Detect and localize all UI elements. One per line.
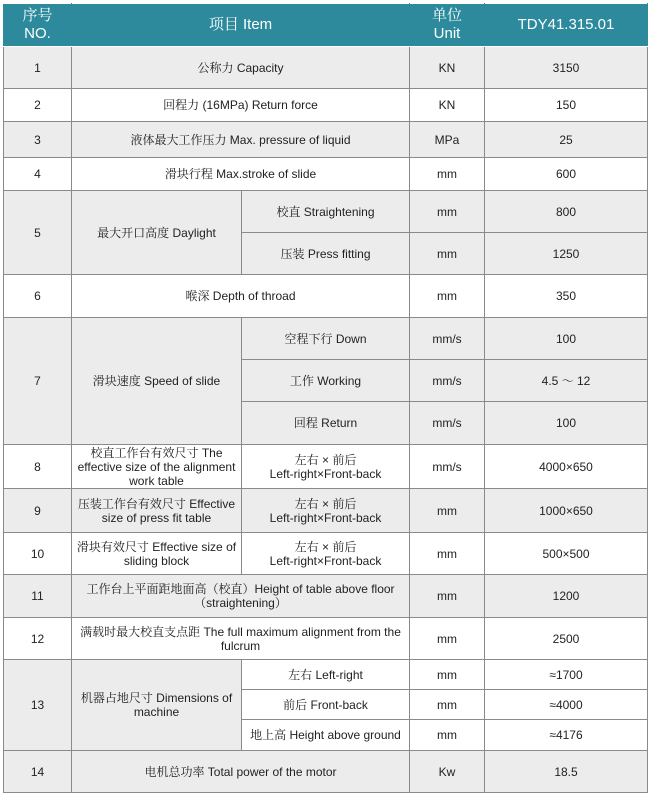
row-value: ≈4000 [485,690,648,720]
row-item: 机器占地尺寸 Dimensions of machine [72,660,242,751]
table-row [4,618,648,660]
row-unit: mm [410,618,485,660]
row-no: 9 [4,489,72,533]
header-unit-zh: 单位 [431,7,462,24]
header-no [4,4,72,47]
row-item: 喉深 Depth of throad [72,275,410,318]
row-value: 4.5 ～ 12 [485,360,648,402]
row-unit: mm/s [410,445,485,489]
header-no-zh: 序号 [22,7,53,24]
table-row [4,122,648,158]
row-dimension [242,489,410,533]
row-subitem: 前后 Front-back [242,690,410,720]
row-subitem: 校直 Straightening [242,191,410,233]
row-no: 12 [4,618,72,660]
row-subitem: 空程下行 Down [242,318,410,360]
row-item: 电机总功率 Total power of the motor [72,751,410,793]
row-no: 3 [4,122,72,158]
row-no: 11 [4,575,72,618]
dimension-en: Left-right×Front-back [269,510,382,525]
row-unit: mm [410,660,485,690]
row-no: 1 [4,47,72,89]
row-unit: mm [410,233,485,275]
row-subitem: 回程 Return [242,402,410,445]
row-unit: MPa [410,122,485,158]
header-unit [410,4,485,47]
row-value: ≈4176 [485,720,648,751]
row-no: 5 [4,191,72,275]
header-item: 项目 Item [72,4,410,47]
row-subitem: 压装 Press fitting [242,233,410,275]
dimension-en: Left-right×Front-back [269,553,382,568]
row-no: 6 [4,275,72,318]
header-unit-en: Unit [433,25,461,42]
table-row [4,47,648,89]
table-row [4,575,648,618]
dimension-zh: 左右 × 前后 [294,539,357,554]
row-no: 8 [4,445,72,489]
table-row [4,318,648,360]
row-value: 150 [485,89,648,122]
table-row [4,445,648,489]
row-no: 13 [4,660,72,751]
row-value: 1000×650 [485,489,648,533]
table-row [4,275,648,318]
row-value: 2500 [485,618,648,660]
dimension-zh: 左右 × 前后 [294,496,357,511]
table-row [4,489,648,533]
row-subitem: 左右 Left-right [242,660,410,690]
row-dimension [242,533,410,575]
row-unit: mm [410,533,485,575]
row-dimension [242,445,410,489]
spec-table [3,3,648,793]
row-subitem: 工作 Working [242,360,410,402]
row-item: 压装工作台有效尺寸 Effective size of press fit table [72,489,242,533]
row-unit: mm [410,690,485,720]
row-item: 液体最大工作压力 Max. pressure of liquid [72,122,410,158]
row-unit: Kw [410,751,485,793]
row-unit: mm [410,158,485,191]
row-value: 3150 [485,47,648,89]
row-no: 2 [4,89,72,122]
header-model: TDY41.315.01 [485,4,648,47]
row-no: 7 [4,318,72,445]
row-value: 500×500 [485,533,648,575]
table-row [4,158,648,191]
row-unit: KN [410,47,485,89]
row-no: 14 [4,751,72,793]
dimension-en: Left-right×Front-back [269,466,382,481]
row-value: 100 [485,318,648,360]
table-row [4,660,648,690]
row-value: 25 [485,122,648,158]
header-no-en: NO. [24,25,51,42]
row-item: 公称力 Capacity [72,47,410,89]
dimension-zh: 左右 × 前后 [294,452,357,467]
row-item: 滑块速度 Speed of slide [72,318,242,445]
row-unit: mm [410,489,485,533]
row-unit: mm/s [410,360,485,402]
row-unit: mm/s [410,402,485,445]
row-subitem: 地上高 Height above ground [242,720,410,751]
row-unit: mm [410,275,485,318]
table-row [4,751,648,793]
row-value: 600 [485,158,648,191]
header-row [4,4,648,47]
row-value: 100 [485,402,648,445]
row-item: 满载时最大校直支点距 The full maximum alignment from the fulcrum [72,618,410,660]
table-row [4,191,648,233]
row-item: 校直工作台有效尺寸 The effective size of the alignment work table [72,445,242,489]
row-no: 10 [4,533,72,575]
row-item: 滑块有效尺寸 Effective size of sliding block [72,533,242,575]
row-unit: mm [410,191,485,233]
row-value: 1250 [485,233,648,275]
row-unit: mm [410,720,485,751]
row-item: 最大开口高度 Daylight [72,191,242,275]
row-no: 4 [4,158,72,191]
row-value: ≈1700 [485,660,648,690]
row-unit: KN [410,89,485,122]
row-item: 回程力 (16MPa) Return force [72,89,410,122]
row-item: 滑块行程 Max.stroke of slide [72,158,410,191]
row-unit: mm/s [410,318,485,360]
row-value: 350 [485,275,648,318]
row-item: 工作台上平面距地面高（校直）Height of table above floor（straightening） [72,575,410,618]
row-value: 1200 [485,575,648,618]
table-row [4,89,648,122]
row-unit: mm [410,575,485,618]
row-value: 800 [485,191,648,233]
table-row [4,533,648,575]
row-value: 4000×650 [485,445,648,489]
row-value: 18.5 [485,751,648,793]
